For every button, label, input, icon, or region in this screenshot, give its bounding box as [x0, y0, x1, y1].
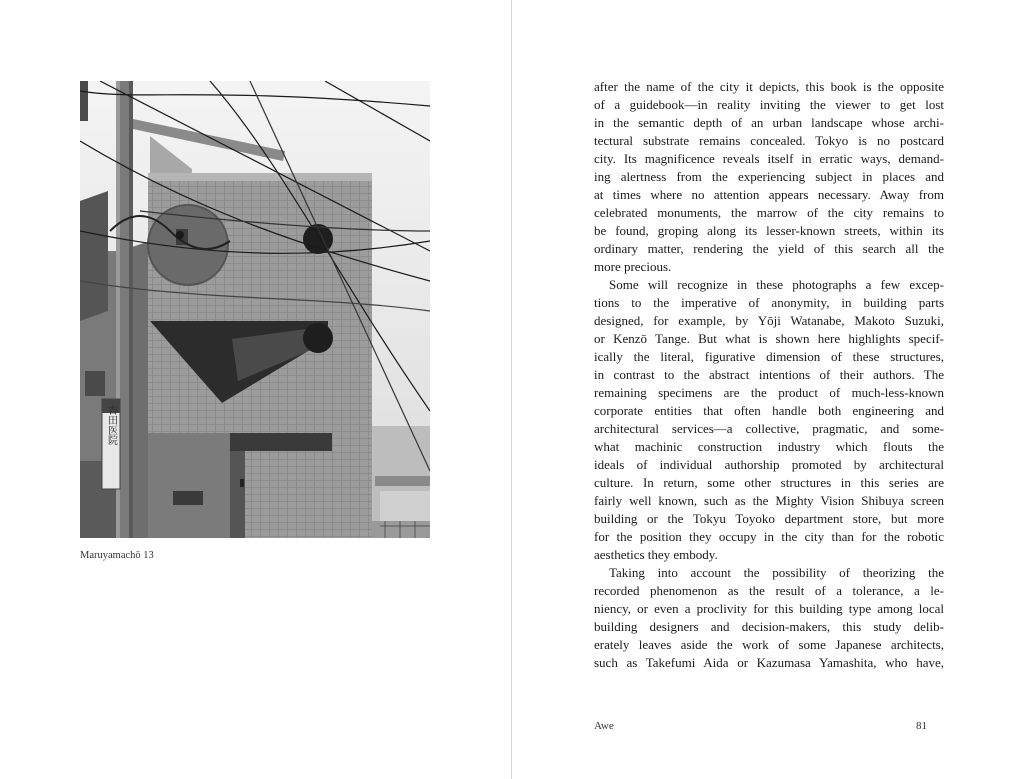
- text-line: for the position they occupy in the city than for the robotic: [594, 529, 944, 544]
- text-line: more precious.: [594, 259, 672, 274]
- body-text: [594, 78, 944, 672]
- text-line: what machinic construction industry which flouts the: [594, 439, 944, 454]
- photo-caption: Maruyamachō 13: [80, 550, 154, 561]
- svg-text:吉田医院: 吉田医院: [105, 405, 117, 445]
- text-line: recorded phenomenon as the result of a tolerance, a le-: [594, 583, 944, 598]
- text-line: erately leaves aside the work of some Japanese architects,: [594, 637, 944, 652]
- text-line: or Kenzō Tange. But what is shown here highlights specif-: [594, 331, 944, 346]
- text-line: building or the Tokyu Toyoko department store, but more: [594, 511, 944, 526]
- text-line: Taking into account the possibility of theorizing the: [609, 565, 944, 580]
- text-line: remaining specimens are the product of much-less-known: [594, 385, 944, 400]
- text-line: tions to the imperative of anonymity, in building parts: [594, 295, 944, 310]
- text-line: city. Its magnificence reveals itself in erratic ways, demand-: [594, 151, 944, 166]
- text-line: aesthetics they embody.: [594, 547, 718, 562]
- text-line: tectural substrate remains concealed. Tokyo is no postcard: [594, 133, 944, 148]
- text-line: ing alertness from the experiencing subject in places and: [594, 169, 944, 184]
- text-line: corporate entities that often handle both engineering and: [594, 403, 944, 418]
- text-line: celebrated monuments, the marrow of the city remains to: [594, 205, 944, 220]
- text-line: fairly well known, such as the Mighty Vision Shibuya screen: [594, 493, 944, 508]
- text-line: building designers and decision-makers, this study delib-: [594, 619, 944, 634]
- text-line: in contrast to the abstract intentions of their authors. The: [594, 367, 944, 382]
- text-line: ordinary matter, rendering the yield of this search all the: [594, 241, 944, 256]
- text-line: of a guidebook—in reality inviting the viewer to get lost: [594, 97, 944, 112]
- text-line: such as Takefumi Aida or Kazumasa Yamashita, who have,: [594, 655, 944, 670]
- text-line: designed, for example, by Yōji Watanabe, Makoto Suzuki,: [594, 313, 944, 328]
- text-line: ideals of individual authorship promoted by architectural: [594, 457, 944, 472]
- text-line: in the semantic depth of an urban landscape whose archi-: [594, 115, 944, 130]
- text-line: ically the literal, figurative dimension of these structures,: [594, 349, 944, 364]
- text-line: at times where no attention appears necessary. Away from: [594, 187, 944, 202]
- text-line: architectural services—a collective, pragmatic, and some-: [594, 421, 944, 436]
- text-line: culture. In return, some other structures in this series are: [594, 475, 944, 490]
- text-line: niency, or even a proclivity for this building type among local: [594, 601, 944, 616]
- text-line: be found, groping along its lesser-known streets, within its: [594, 223, 944, 238]
- running-title: Awe: [594, 720, 614, 732]
- building-photograph: [80, 81, 430, 538]
- text-line: after the name of the city it depicts, this book is the opposite: [594, 79, 944, 94]
- left-page: [0, 0, 511, 779]
- pole-signage: [106, 404, 118, 445]
- page-number: 81: [916, 720, 927, 732]
- text-line: Some will recognize in these photographs a few excep-: [609, 277, 944, 292]
